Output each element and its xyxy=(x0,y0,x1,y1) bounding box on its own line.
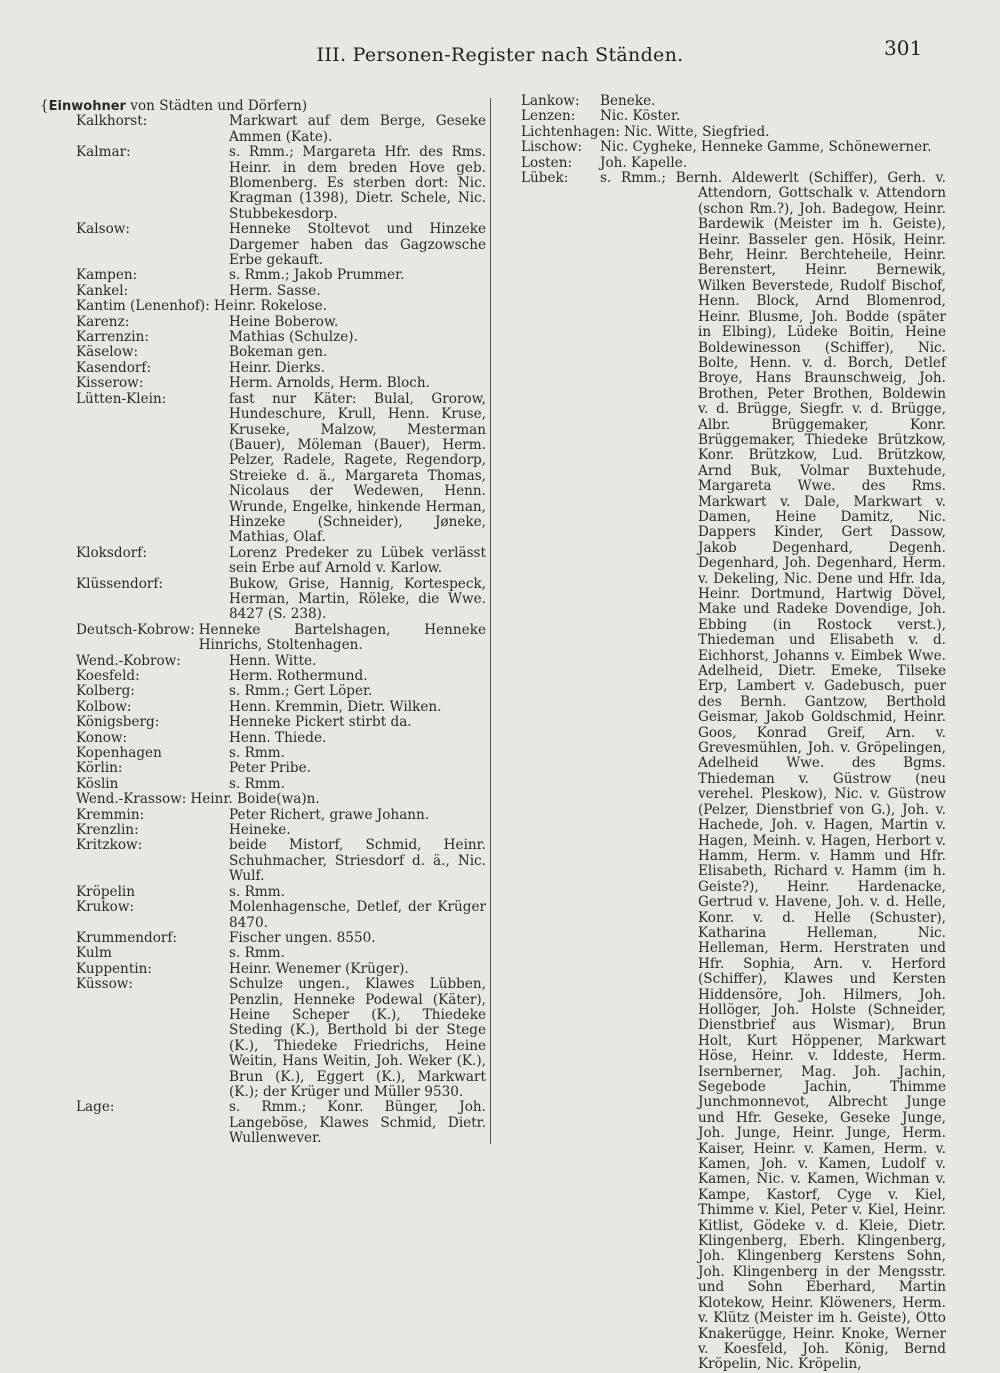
place-name: Lenzen: xyxy=(521,108,576,125)
place-name: Karrenzin: xyxy=(76,329,149,346)
place-name: Lage: xyxy=(76,1099,115,1116)
entry-text: s. Rmm.; Margareta Hfr. des Rms. Heinr. in dem breden Hove geb. Blomenberg. Es sterben dort: Nic. Kragman (1398), Dietr. Schele, Nic. Stubbekesdorp. xyxy=(229,144,486,222)
entry-text: Lorenz Predeker zu Lübek verlässt sein Erbe auf Arnold v. Karlow. xyxy=(229,544,486,577)
place-name: Deutsch-Kobrow: xyxy=(76,621,195,638)
entry-text: Nic. Witte, Siegfried. xyxy=(623,123,770,140)
entry-text: Herm. Sasse. xyxy=(229,282,321,299)
left-entry-list xyxy=(40,114,486,1146)
register-entry xyxy=(40,761,486,776)
register-entry xyxy=(40,823,486,838)
register-entry xyxy=(40,715,486,730)
right-entry-list xyxy=(521,94,946,1373)
entry-text: s. Rmm. xyxy=(229,883,285,900)
entry-text: Schulze ungen., Klawes Lübben, Penzlin, Henneke Podewal (Käter), Heine Scheper (K.), Thiedeke Steding (K.), Berthold bi der Stege (K.), Thiedeke Friedrichs, Heine Weitin, Hans Weitin, Joh. Weker (K.), Brun (K.), Eggert (K.), Markwart (K.); der Krüger und Müller 9530. xyxy=(229,976,486,1100)
place-name: Kisserow: xyxy=(76,375,144,392)
place-name: Lischow: xyxy=(521,139,583,156)
place-name: Kampen: xyxy=(76,267,138,284)
entry-text: Herm. Arnolds, Herm. Bloch. xyxy=(229,375,430,392)
register-entry xyxy=(40,654,486,669)
entry-text: fast nur Käter: Bulal, Grorow, Hundeschure, Krull, Henn. Kruse, Kruseke, Malzow, Mesterman (Bauer), Möleman (Bauer), Herm. Pelzer, Radele, Ragete, Regendorp, Streieke d. ä., Margareta Thomas, Nicolaus der Wedewen, Henn. Wrunde, Engelke, hinkende Herman, Hinzeke (Schneider), Jøneke, Mathias, Olaf. xyxy=(229,390,486,546)
place-name: Lübek: xyxy=(521,170,569,187)
entry-text: Peter Richert, grawe Johann. xyxy=(229,806,430,823)
register-entry xyxy=(40,546,486,577)
entry-text: beide Mistorf, Schmid, Heinr. Schuhmacher, Striesdorf d. ä., Nic. Wulf. xyxy=(229,837,486,885)
entry-text: Heineke. xyxy=(229,822,291,839)
entry-text: Molenhagensche, Detlef, der Krüger 8470. xyxy=(229,899,486,931)
place-name: Kolbow: xyxy=(76,698,132,715)
place-name: Koesfeld: xyxy=(76,668,140,685)
place-name: Lankow: xyxy=(521,93,580,109)
entry-text: s. Rmm.; Gert Löper. xyxy=(229,683,373,700)
page-title: III. Personen-Register nach Ständen. xyxy=(316,44,684,66)
entry-text: Nic. Cygheke, Henneke Gamme, Schönewerner. xyxy=(600,139,932,156)
entry-text: s. Rmm. xyxy=(229,775,285,792)
entry-text: Henneke Stoltevot und Hinzeke Dargemer haben das Gagzowsche Erbe gekauft. xyxy=(229,221,486,269)
entry-text: Henn. Thiede. xyxy=(229,729,327,746)
register-entry xyxy=(40,977,486,1100)
place-name: Krukow: xyxy=(76,899,135,916)
entry-text: Joh. Kapelle. xyxy=(600,154,688,171)
place-name: Kremmin: xyxy=(76,806,145,823)
place-name: Kalmar: xyxy=(76,144,131,161)
place-name: Wend.-Kobrow: xyxy=(76,652,181,669)
register-entry xyxy=(40,838,486,884)
entry-text: s. Rmm.; Jakob Prummer. xyxy=(229,267,405,284)
entry-text: Markwart auf dem Berge, Geseke Ammen (Kate). xyxy=(229,113,486,145)
register-entry xyxy=(40,299,486,314)
entry-text: Heinr. Rokelose. xyxy=(213,298,328,315)
register-entry xyxy=(521,109,946,124)
place-name: Wend.-Krassow: xyxy=(76,791,187,808)
place-name: Kulm xyxy=(76,945,112,962)
register-entry xyxy=(521,125,946,140)
register-entry xyxy=(40,222,486,268)
entry-text: Heinr. Boide(wa)n. xyxy=(190,791,320,808)
register-entry xyxy=(40,808,486,823)
register-entry xyxy=(40,330,486,345)
entry-text: s. Rmm. xyxy=(229,945,285,962)
place-name: Krummendorf: xyxy=(76,929,177,946)
place-name: Kritzkow: xyxy=(76,837,143,854)
place-name: Kantim (Lenenhof): xyxy=(76,298,210,315)
column-divider xyxy=(490,98,491,1144)
place-name: Köslin xyxy=(76,775,119,792)
entry-text: Peter Pribe. xyxy=(229,760,311,777)
page-number: 301 xyxy=(884,36,923,60)
place-name: Lütten-Klein: xyxy=(76,390,167,407)
place-name: Kalsow: xyxy=(76,221,130,238)
place-name: Kolberg: xyxy=(76,683,135,700)
place-name: Karenz: xyxy=(76,313,130,330)
entry-text: Henneke Bartelshagen, Henneke Hinrichs, Stoltenhagen. xyxy=(198,621,486,654)
place-name: Klüssendorf: xyxy=(76,575,164,592)
entry-text: s. Rmm.; Bernh. Aldewerlt (Schiffer), Gerh. v. Attendorn, Gottschalk v. Attendorn (schon Rm.?), Joh. Badegow, Heinr. Bardewik (Meister im h. Geiste), Heinr. Basseler gen. Hösik, Heinr. Behr, Heinr. Berchteheile, Heinr. Berenstert, Heinr. Bernewik, Wilken Beverstede, Rudolf Bischof, Henn. Block, Arnd Blomenrod, Heinr. Blusme, Joh. Bodde (später in Elbing), Lüdeke Boitin, Heine Boldewinesson (Schiffer), Nic. Bolte, Henn. v. d. Borch, Detlef Broye, Hans Braunschweig, Joh. Brothen, Peter Brothen, Boldewin v. d. Brügge, Siegfr. v. d. Brügge, Albr. Brüggemaker, Konr. Brüggemaker, Thiedeke Brützkow, Konr. Brützkow, Lud. Brützkow, Arnd Buk, Volmar Buxtehude, Margareta Wwe. des Rms. Markwart v. Dale, Markwart v. Damen, Heine Damitz, Nic. Dappers Kinder, Gert Dassow, Jakob Degenhard, Degenh. Degenhard, Joh. Degenhard, Herm. v. Dekeling, Nic. Dene und Hfr. Ida, Heinr. Dortmund, Hartwig Dövel, Make und Radeke Dovendige, Joh. Ebbing (in Rostock verst.), Thiedeman und Elisabeth v. d. Eichhorst, Johanns v. Eimbek Wwe. Adelheid, Dietr. Emeke, Tilseke Erp, Lambert v. Gadebusch, puer des Bernh. Gantzow, Berthold Geismar, Jakob Goldschmid, Heinr. Goos, Konrad Greif, Arn. v. Grevesmühlen, Joh. v. Gröpelingen, Adelheid Wwe. des Bgms. Thiedeman v. Güstrow (neu verehel. Pleskow), Nic. v. Güstrow (Pelzer, Dienstbrief von G.), Joh. v. Hachede, Joh. v. Hagen, Martin v. Hagen, Meinh. v. Hagen, Herbort v. Hamm, Herm. v. Hamm und Hfr. Elisabeth, Richard v. Hamm (im h. Geiste?), Heinr. Hardenacke, Gertrud v. Havene, Joh. v. d. Helle, Konr. v. d. Helle (Schuster), Katharina Helleman, Nic. Helleman, Herm. Herstraten und Hfr. Sophia, Arn. v. Herford (Schiffer), Klawes und Kersten Hiddensöre, Joh. Hilmers, Joh. Hollöger, Joh. Holste (Schneider, Dienstbrief aus Wismar), Brun Holt, Kurt Höppener, Markwart Höse, Heinr. v. Iddeste, Herm. Isernberner, Mag. Joh. Jachin, Segebode Jachin, Thimme Junchmonnevot, Albrecht Junge und Hfr. Geseke, Geseke Junge, Joh. Junge, Heinr. Junge, Herm. Kaiser, Heinr. v. Kamen, Herm. v. Kamen, Joh. v. Kamen, Ludolf v. Kamen, Nic. v. Kamen, Wichman v. Kampe, Kastorf, Cyge v. Kiel, Thimme v. Kiel, Peter v. Kiel, Heinr. Kitlist, Gödeke v. d. Kleie, Dietr. Klingenberg, Eberh. Klingenberg, Joh. Klingenberg Kerstens Sohn, Joh. Klingenberg in der Mengsstr. und Sohn Eberhard, Martin Klotekow, Heinr. Klöweners, Herm. v. Klütz (Meister im h. Geiste), Otto Knakerügge, Heinr. Knoke, Werner v. Koesfeld, Joh. König, Bernd Kröpelin, Nic. Kröpelin, xyxy=(600,170,946,1373)
place-name: Lichtenhagen: xyxy=(521,123,620,140)
entry-text: Henn. Kremmin, Dietr. Wilken. xyxy=(229,698,442,715)
register-entry xyxy=(40,962,486,977)
register-entry xyxy=(40,361,486,376)
place-name: Königsberg: xyxy=(76,714,160,731)
entry-text: Henn. Witte. xyxy=(229,652,317,669)
register-entry xyxy=(40,114,486,145)
place-name: Körlin: xyxy=(76,760,123,777)
register-entry xyxy=(40,315,486,330)
register-entry xyxy=(40,777,486,792)
register-entry xyxy=(40,684,486,699)
register-entry xyxy=(40,623,486,654)
register-entry xyxy=(521,94,946,109)
place-name: Kuppentin: xyxy=(76,960,152,977)
place-name: Küssow: xyxy=(76,976,133,993)
register-entry xyxy=(40,946,486,961)
register-entry xyxy=(40,577,486,623)
register-entry xyxy=(40,376,486,391)
entry-text: s. Rmm. xyxy=(229,745,285,762)
place-name: Kalkhorst: xyxy=(76,113,148,130)
place-name: Kasendorf: xyxy=(76,359,152,376)
register-entry xyxy=(521,156,946,171)
register-entry xyxy=(40,345,486,360)
register-entry xyxy=(40,792,486,807)
entry-text: Herm. Rothermund. xyxy=(229,668,368,685)
place-name: Konow: xyxy=(76,729,128,746)
register-entry xyxy=(40,1100,486,1146)
left-column xyxy=(40,99,486,1147)
entry-text: Beneke. xyxy=(600,93,656,109)
section-heading-bold: Einwohner xyxy=(48,99,126,114)
place-name: Krenzlin: xyxy=(76,822,139,839)
entry-text: Fischer ungen. 8550. xyxy=(229,929,376,946)
place-name: Käselow: xyxy=(76,344,139,361)
entry-text: Bokeman gen. xyxy=(229,344,328,361)
section-heading: {Einwohner von Städten und Dörfern) xyxy=(40,98,308,114)
place-name: Kankel: xyxy=(76,282,129,299)
register-entry xyxy=(40,900,486,931)
register-entry xyxy=(40,392,486,546)
entry-text: Heine Boberow. xyxy=(229,313,339,330)
section-heading-rest: von Städten und Dörfern) xyxy=(130,98,308,114)
register-entry xyxy=(521,140,946,155)
entry-text: Mathias (Schulze). xyxy=(229,329,358,346)
register-entry xyxy=(40,885,486,900)
entry-text: Bukow, Grise, Hannig, Kortespeck, Herman, Martin, Röleke, die Wwe. 8427 (S. 238). xyxy=(229,575,486,623)
place-name: Kopenhagen xyxy=(76,745,162,762)
entry-text: Nic. Köster. xyxy=(600,108,681,125)
register-entry xyxy=(40,268,486,283)
entry-text: Henneke Pickert stirbt da. xyxy=(229,714,412,731)
register-entry xyxy=(40,284,486,299)
entry-text: s. Rmm.; Konr. Bünger, Joh. Langeböse, Klawes Schmid, Dietr. Wullenwever. xyxy=(229,1099,486,1147)
register-entry xyxy=(40,931,486,946)
register-entry xyxy=(40,731,486,746)
register-entry xyxy=(40,669,486,684)
place-name: Kloksdorf: xyxy=(76,544,147,561)
place-name: Kröpelin xyxy=(76,883,136,900)
place-name: Losten: xyxy=(521,154,573,171)
register-entry xyxy=(40,700,486,715)
entry-text: Heinr. Wenemer (Krüger). xyxy=(229,960,409,977)
register-entry xyxy=(40,746,486,761)
register-entry xyxy=(521,171,946,1373)
register-entry xyxy=(40,145,486,222)
right-column xyxy=(521,94,946,1373)
entry-text: Heinr. Dierks. xyxy=(229,359,325,376)
